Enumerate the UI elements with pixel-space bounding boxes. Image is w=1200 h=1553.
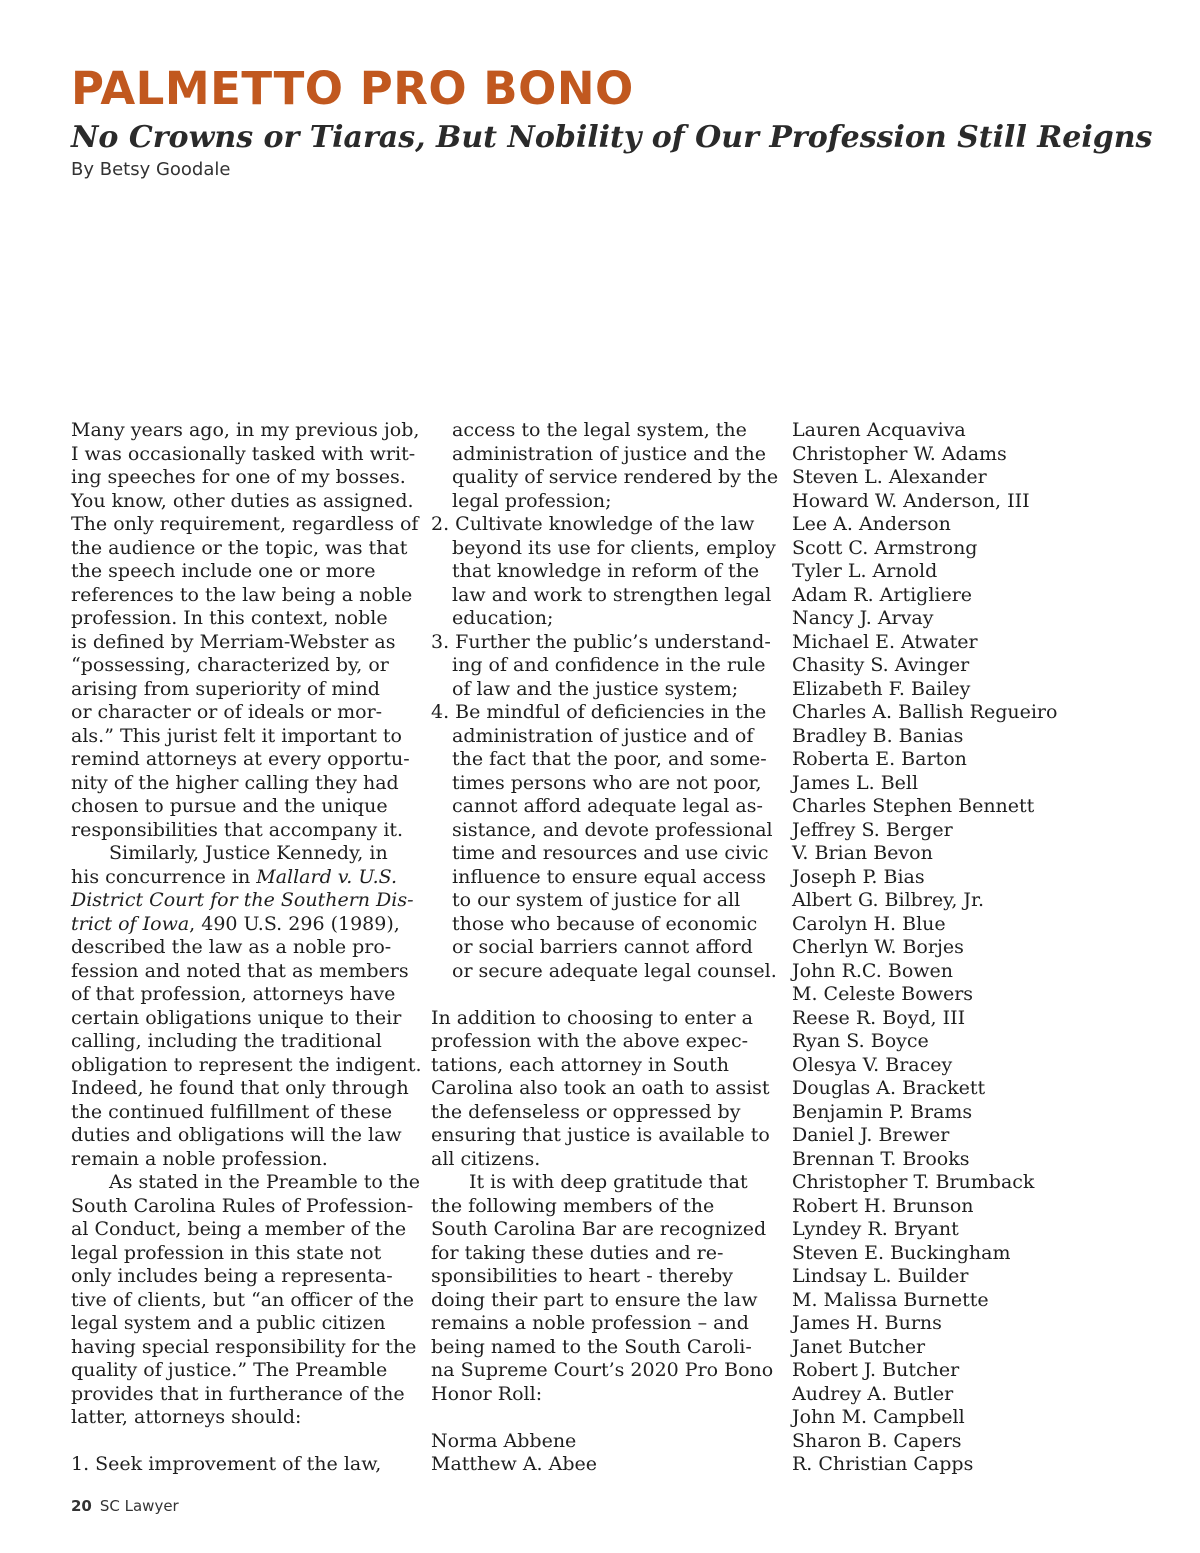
text-run: administration of justice and the xyxy=(452,442,767,465)
text-run: na Supreme Court’s 2020 Pro Bono xyxy=(431,1359,774,1381)
text-line xyxy=(71,537,416,561)
text-line xyxy=(71,772,416,796)
text-line xyxy=(71,1101,416,1125)
text-run: to our system of justice for all xyxy=(452,889,741,911)
text-line xyxy=(71,654,416,678)
text-run: South Carolina Bar are recognized xyxy=(431,1218,767,1240)
text-line xyxy=(431,1195,776,1219)
text-line xyxy=(431,1383,776,1407)
text-line xyxy=(431,866,776,890)
text-line xyxy=(71,1053,422,1078)
honoree-name: Cherlyn W. Borjes xyxy=(792,936,964,958)
text-run: legal system and a public citizen xyxy=(71,1312,386,1334)
honoree-name: Ryan S. Boyce xyxy=(792,1030,929,1052)
text-line xyxy=(71,1265,416,1289)
text-line xyxy=(71,1171,421,1195)
text-line xyxy=(71,960,416,984)
honoree-name: V. Brian Bevon xyxy=(792,842,933,864)
honoree-name: Reese R. Boyd, III xyxy=(792,1006,966,1029)
text-line xyxy=(71,678,416,702)
text-line xyxy=(431,1265,776,1289)
body-column-2 xyxy=(431,419,779,1477)
text-run: South Carolina Rules of Profession- xyxy=(71,1194,414,1217)
text-run: ing of and confidence in the rule xyxy=(452,654,766,676)
honoree-name: Christopher W. Adams xyxy=(792,442,1007,465)
honoree-name: James H. Burns xyxy=(792,1312,942,1334)
text-line xyxy=(71,1148,416,1172)
text-run: In addition to choosing to enter a xyxy=(431,1006,753,1029)
text-run: being named to the South Caroli- xyxy=(431,1335,752,1358)
text-line xyxy=(431,1430,776,1454)
text-run: Matthew A. Abee xyxy=(431,1453,598,1475)
text-line xyxy=(431,1312,776,1336)
honoree-name: Michael E. Atwater xyxy=(792,630,978,653)
text-run: access to the legal system, the xyxy=(452,419,747,441)
text-run: As stated in the Preamble to the xyxy=(109,1171,421,1193)
text-run: calling, including the traditional xyxy=(71,1030,382,1052)
text-line xyxy=(71,795,416,819)
honoree-name: Robert J. Butcher xyxy=(792,1359,960,1381)
text-run: or secure adequate legal counsel. xyxy=(452,959,777,982)
text-run: sistance, and devote professional xyxy=(452,818,773,841)
text-run: als.” This jurist felt it important to xyxy=(71,724,402,747)
byline: By Betsy Goodale xyxy=(71,159,231,180)
text-line xyxy=(71,1242,416,1266)
honoree-name: Brennan T. Brooks xyxy=(792,1147,970,1170)
text-run: profession with the above expec- xyxy=(431,1030,749,1052)
text-run: or social barriers cannot afford xyxy=(452,936,753,958)
honoree-name: Nancy J. Arvay xyxy=(792,607,934,629)
honoree-name: R. Christian Capps xyxy=(792,1453,974,1475)
text-run: 2. Cultivate knowledge of the law xyxy=(431,513,755,535)
honoree-name: Lindsay L. Builder xyxy=(792,1265,969,1287)
text-run: or character or of ideals or mor- xyxy=(71,701,383,723)
text-run: Many years ago, in my previous job, xyxy=(71,419,420,441)
case-citation: District Court for the Southern Dis- xyxy=(71,889,414,911)
text-run: of law and the justice system; xyxy=(452,677,739,700)
text-run: quality of service rendered by the xyxy=(452,466,779,488)
text-line xyxy=(71,1195,416,1219)
article-title: PALMETTO PRO BONO xyxy=(71,62,634,115)
text-run: influence to ensure equal access xyxy=(452,865,767,888)
honoree-name: Benjamin P. Brams xyxy=(792,1100,973,1123)
text-run: ing speeches for one of my bosses. xyxy=(71,466,406,488)
text-run: duties and obligations will the law xyxy=(71,1124,402,1146)
text-run: legal profession; xyxy=(452,489,612,512)
text-line xyxy=(71,1406,416,1430)
honoree-name: Charles Stephen Bennett xyxy=(792,795,1035,817)
text-line xyxy=(71,748,416,772)
honoree-name: Janet Butcher xyxy=(792,1335,926,1358)
text-line xyxy=(71,560,416,584)
article-subtitle: No Crowns or Tiaras, But Nobility of Our Profession Still Reigns xyxy=(71,120,1153,155)
text-run: It is with deep gratitude that xyxy=(469,1171,748,1193)
text-line xyxy=(431,584,776,608)
text-line xyxy=(431,1054,776,1078)
text-run: al Conduct, being a member of the xyxy=(71,1218,407,1240)
text-run: provides that in furtherance of the xyxy=(71,1382,405,1405)
text-run: 3. Further the public’s understand- xyxy=(431,630,771,653)
text-run: education; xyxy=(452,607,554,629)
case-citation: trict of Iowa xyxy=(71,912,190,935)
text-run: cannot afford adequate legal as- xyxy=(452,795,763,817)
text-run: the continued fulfillment of these xyxy=(71,1100,393,1123)
spacer xyxy=(431,983,776,1007)
text-run: ensuring that justice is available to xyxy=(431,1124,770,1146)
text-line xyxy=(431,795,776,819)
honoree-name: John R.C. Bowen xyxy=(792,959,953,982)
text-run: tations, each attorney in South xyxy=(431,1053,729,1076)
text-line xyxy=(431,466,779,490)
text-run: law and work to strengthen legal xyxy=(452,583,772,606)
text-run: remind attorneys at every opportu- xyxy=(71,748,410,770)
case-citation: Mallard v. U.S. xyxy=(256,865,398,888)
text-line xyxy=(71,936,416,960)
text-run: those who because of economic xyxy=(452,912,758,935)
spacer xyxy=(71,1430,416,1454)
text-run: Indeed, he found that only through xyxy=(71,1077,409,1099)
text-run: latter, attorneys should: xyxy=(71,1406,302,1428)
honor-roll-column xyxy=(792,419,1092,1477)
text-line xyxy=(431,1077,776,1101)
text-line xyxy=(431,748,776,772)
honoree-name: Carolyn H. Blue xyxy=(792,912,946,935)
text-line xyxy=(71,1218,416,1242)
spacer xyxy=(431,1406,776,1430)
honoree-name: Daniel J. Brewer xyxy=(792,1124,950,1146)
text-line xyxy=(431,654,776,678)
text-run: remains a noble profession – and xyxy=(431,1312,749,1334)
honoree-name: Douglas A. Brackett xyxy=(792,1077,986,1099)
text-line xyxy=(431,631,776,655)
text-run: that knowledge in reform of the xyxy=(452,560,760,582)
text-line xyxy=(71,725,416,749)
page-number: 20 xyxy=(71,1497,92,1515)
honoree-name: Lee A. Anderson xyxy=(792,513,951,535)
honoree-name: Howard W. Anderson, III xyxy=(792,489,1030,512)
text-line xyxy=(431,490,776,514)
text-run: time and resources and use civic xyxy=(452,842,769,864)
text-run: the defenseless or oppressed by xyxy=(431,1100,741,1123)
text-line xyxy=(71,1007,416,1031)
honoree-name: Olesya V. Bracey xyxy=(792,1053,953,1076)
honoree-name: Christopher T. Brumback xyxy=(792,1171,1035,1193)
text-line xyxy=(431,701,776,725)
text-line xyxy=(71,419,420,443)
text-line xyxy=(431,1007,776,1031)
text-line xyxy=(431,1030,776,1054)
text-line xyxy=(431,1289,776,1313)
page-footer xyxy=(71,1497,179,1515)
text-line xyxy=(431,889,776,913)
text-line xyxy=(431,725,776,749)
text-run: I was occasionally tasked with writ- xyxy=(71,442,416,465)
text-run: the audience or the topic, was that xyxy=(71,536,408,559)
text-line xyxy=(71,1312,416,1336)
text-run: only includes being a representa- xyxy=(71,1265,393,1287)
honoree-name: Jeffrey S. Berger xyxy=(792,818,953,841)
text-line xyxy=(71,490,416,514)
text-line xyxy=(71,1453,416,1477)
body-column-1 xyxy=(71,419,422,1477)
text-line xyxy=(431,1101,776,1125)
honoree-name: James L. Bell xyxy=(792,771,919,794)
text-line xyxy=(71,1359,416,1383)
text-run: nity of the higher calling they had xyxy=(71,771,399,794)
honoree-name: Albert G. Bilbrey, Jr. xyxy=(792,889,985,911)
text-run: tive of clients, but “an officer of the xyxy=(71,1288,415,1311)
text-line xyxy=(431,842,776,866)
text-line xyxy=(431,607,776,631)
text-line xyxy=(71,1124,416,1148)
text-run: the fact that the poor, and some- xyxy=(452,748,767,770)
text-run: the following members of the xyxy=(431,1194,715,1217)
text-run: sponsibilities to heart - thereby xyxy=(431,1265,734,1287)
text-run: remain a noble profession. xyxy=(71,1147,328,1170)
text-run: the speech include one or more xyxy=(71,560,376,582)
honoree-name: Robert H. Brunson xyxy=(792,1194,974,1217)
honoree-name: Steven E. Buckingham xyxy=(792,1241,1011,1264)
text-line xyxy=(431,1242,776,1266)
text-run: obligation to represent the indigent. xyxy=(71,1053,422,1076)
text-line xyxy=(431,1453,776,1477)
text-line xyxy=(431,443,776,467)
text-line xyxy=(71,1077,416,1101)
text-line xyxy=(431,913,776,937)
text-line xyxy=(431,960,776,984)
text-line xyxy=(431,513,776,537)
honoree-name: Adam R. Artigliere xyxy=(792,583,973,606)
text-run: certain obligations unique to their xyxy=(71,1006,402,1029)
text-run: fession and noted that as members xyxy=(71,959,409,982)
honoree-name: Audrey A. Butler xyxy=(792,1382,954,1405)
text-run: his concurrence in xyxy=(71,865,257,888)
text-line xyxy=(431,678,776,702)
text-line xyxy=(431,560,776,584)
text-line xyxy=(71,1383,416,1407)
text-line xyxy=(71,819,416,843)
text-line xyxy=(71,1289,416,1313)
text-run: doing their part to ensure the law xyxy=(431,1288,758,1311)
text-run: legal profession in this state not xyxy=(71,1241,382,1264)
text-run: profession. In this context, noble xyxy=(71,607,388,629)
text-line xyxy=(431,819,776,843)
text-run: The only requirement, regardless of xyxy=(71,513,419,535)
text-run: times persons who are not poor, xyxy=(452,771,762,794)
text-line xyxy=(431,1359,776,1383)
text-run: Similarly, Justice Kennedy, in xyxy=(109,842,388,864)
text-line xyxy=(71,701,416,725)
honoree-name: John M. Campbell xyxy=(792,1406,965,1428)
text-run: for taking these duties and re- xyxy=(431,1241,724,1264)
text-run: chosen to pursue and the unique xyxy=(71,795,388,817)
text-run: You know, other duties as assigned. xyxy=(71,489,414,512)
text-run: Norma Abbene xyxy=(431,1429,577,1452)
text-line xyxy=(71,513,419,537)
text-run: “possessing, characterized by, or xyxy=(71,654,389,676)
text-line xyxy=(71,1336,416,1360)
honoree-name: Lyndey R. Bryant xyxy=(792,1218,959,1240)
text-line xyxy=(71,631,416,655)
text-run: beyond its use for clients, employ xyxy=(452,536,776,559)
text-line xyxy=(431,419,776,443)
honoree-name: M. Celeste Bowers xyxy=(792,983,974,1005)
text-line xyxy=(71,584,416,608)
honoree-name: Roberta E. Barton xyxy=(792,748,967,770)
text-line xyxy=(431,1218,776,1242)
text-run: quality of justice.” The Preamble xyxy=(71,1359,388,1381)
text-run: 1. Seek improvement of the law, xyxy=(71,1453,382,1475)
text-line xyxy=(431,1124,776,1148)
text-run: references to the law being a noble xyxy=(71,583,413,606)
text-run: is defined by Merriam-Webster as xyxy=(71,630,396,653)
text-run: having special responsibility for the xyxy=(71,1335,417,1358)
text-line xyxy=(71,983,416,1007)
text-run: administration of justice and of xyxy=(452,724,754,747)
text-run: responsibilities that accompany it. xyxy=(71,818,404,841)
text-line xyxy=(71,607,416,631)
text-line xyxy=(71,443,416,467)
text-line xyxy=(431,1148,776,1172)
text-line xyxy=(431,1171,776,1195)
honoree-name: Steven L. Alexander xyxy=(792,466,987,488)
publication-name: SC Lawyer xyxy=(99,1497,179,1515)
text-run: Carolina also took an oath to assist xyxy=(431,1077,770,1099)
text-line xyxy=(71,1030,416,1054)
text-run: Honor Roll: xyxy=(431,1382,543,1405)
text-line xyxy=(71,913,416,937)
text-run: all citizens. xyxy=(431,1147,541,1170)
honoree-name: Joseph P. Bias xyxy=(792,865,925,888)
honoree-name: Bradley B. Banias xyxy=(792,724,964,747)
honoree-name: Sharon B. Capers xyxy=(792,1429,962,1452)
text-line xyxy=(71,889,416,913)
text-run: arising from superiority of mind xyxy=(71,677,380,700)
honoree-name: Elizabeth F. Bailey xyxy=(792,677,971,700)
text-line xyxy=(431,537,776,561)
text-line xyxy=(431,936,776,960)
honoree-name: Charles A. Ballish Regueiro xyxy=(792,701,1058,723)
honoree-name: Chasity S. Avinger xyxy=(792,654,970,676)
honoree-name: M. Malissa Burnette xyxy=(792,1288,989,1311)
text-run: 4. Be mindful of deficiencies in the xyxy=(431,701,767,723)
text-line xyxy=(431,1336,776,1360)
text-line xyxy=(71,842,416,866)
honoree-name: Lauren Acquaviva xyxy=(792,419,966,441)
text-line xyxy=(71,466,416,490)
text-run: , 490 U.S. 296 (1989), xyxy=(189,912,400,935)
honoree-name: Scott C. Armstrong xyxy=(792,536,978,559)
text-run: of that profession, attorneys have xyxy=(71,983,396,1005)
text-line xyxy=(431,772,776,796)
text-line xyxy=(71,866,416,890)
text-run: described the law as a noble pro- xyxy=(71,936,392,958)
honoree-name: Tyler L. Arnold xyxy=(792,560,938,582)
